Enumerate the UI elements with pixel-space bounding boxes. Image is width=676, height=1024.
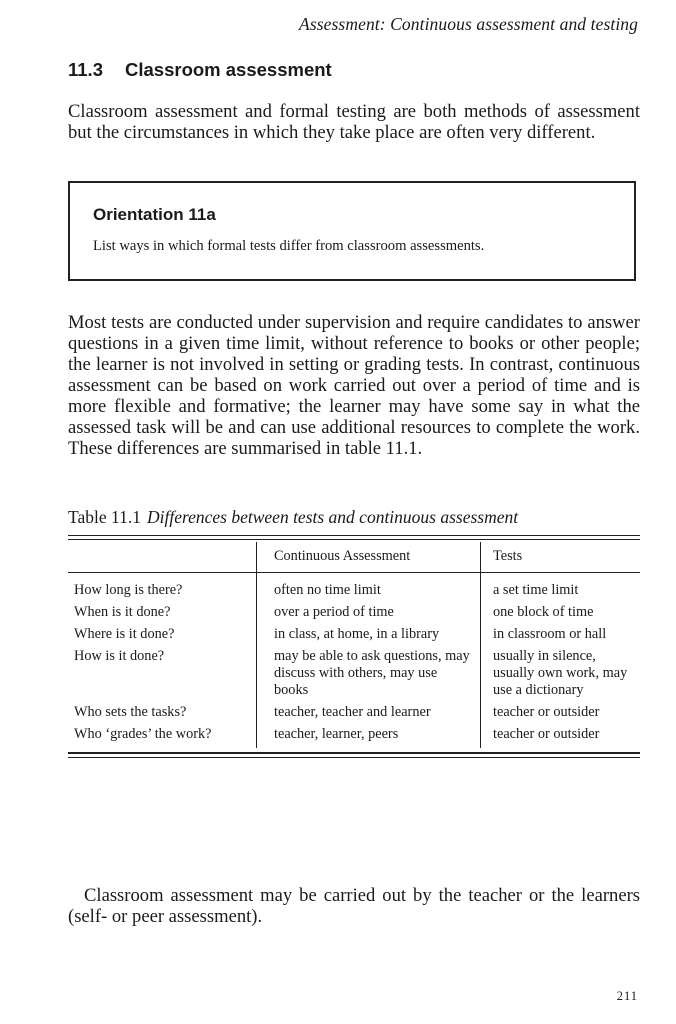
table-row bbox=[68, 626, 640, 648]
comparison-table-frame bbox=[68, 535, 640, 754]
main-paragraph: Most tests are conducted under supervision and require candidates to answer questions in a given time limit, without reference to books or other people; the learner is not involved in setting or grading tests. In contrast, continuous assessment can be based on work carried out over a period of time and is more flexible and formative; the learner may have some say in what the assessed task will be and can use additional resources to complete the work. These differences are summarised in table 11.1. bbox=[68, 312, 640, 459]
section-heading bbox=[68, 59, 332, 81]
section-number: 11.3 bbox=[68, 59, 103, 80]
header-cell: Tests bbox=[481, 542, 641, 572]
page-number: 211 bbox=[616, 989, 638, 1003]
running-head: Assessment: Continuous assessment and testing bbox=[299, 14, 638, 34]
table-row bbox=[68, 704, 640, 726]
table-cell: one block of time bbox=[493, 603, 594, 620]
table-header-row bbox=[68, 542, 640, 572]
table-cell: often no time limit bbox=[257, 572, 481, 604]
orientation-title: Orientation 11a bbox=[93, 205, 216, 224]
header-cell bbox=[68, 542, 257, 572]
closing-paragraph: Classroom assessment may be carried out by the teacher or the learners (self- or peer assessment). bbox=[68, 885, 640, 927]
table-title: Differences between tests and continuous assessment bbox=[146, 507, 519, 527]
table-label: Table 11.1 bbox=[68, 507, 141, 527]
table-cell: in class, at home, in a library bbox=[257, 626, 481, 648]
header-cell: Continuous Assessment bbox=[257, 542, 481, 572]
table-cell: over a period of time bbox=[257, 604, 481, 626]
table-row bbox=[68, 726, 640, 748]
section-title: Classroom assessment bbox=[125, 59, 332, 80]
row-label: How is it done? bbox=[68, 648, 257, 704]
row-label: Where is it done? bbox=[68, 626, 257, 648]
table-cell: in classroom or hall bbox=[493, 625, 607, 642]
orientation-box bbox=[68, 181, 636, 281]
table-row bbox=[68, 648, 640, 704]
table-cell: teacher or outsider bbox=[493, 703, 600, 720]
intro-paragraph: Classroom assessment and formal testing are both methods of assessment but the circumstances in which they take place are often very different. bbox=[68, 101, 640, 143]
row-label: When is it done? bbox=[68, 604, 257, 626]
table-cell: may be able to ask questions, may discuss with others, may use books bbox=[257, 648, 481, 704]
table-cell: teacher, teacher and learner bbox=[257, 704, 481, 726]
table-cell: a set time limit bbox=[493, 581, 579, 598]
table-cell: usually in silence, usually own work, may use a dictionary bbox=[493, 647, 628, 698]
table-caption bbox=[68, 507, 518, 528]
row-label: Who ‘grades’ the work? bbox=[68, 726, 257, 748]
comparison-table bbox=[68, 542, 640, 748]
orientation-text: List ways in which formal tests differ from classroom assessments. bbox=[93, 238, 485, 254]
table-bottom-rule bbox=[68, 752, 640, 754]
table-cell: teacher, learner, peers bbox=[257, 726, 481, 748]
table-cell: teacher or outsider bbox=[493, 725, 600, 742]
table-row bbox=[68, 572, 640, 604]
row-label: How long is there? bbox=[68, 572, 257, 604]
table-row bbox=[68, 604, 640, 626]
row-label: Who sets the tasks? bbox=[68, 704, 257, 726]
